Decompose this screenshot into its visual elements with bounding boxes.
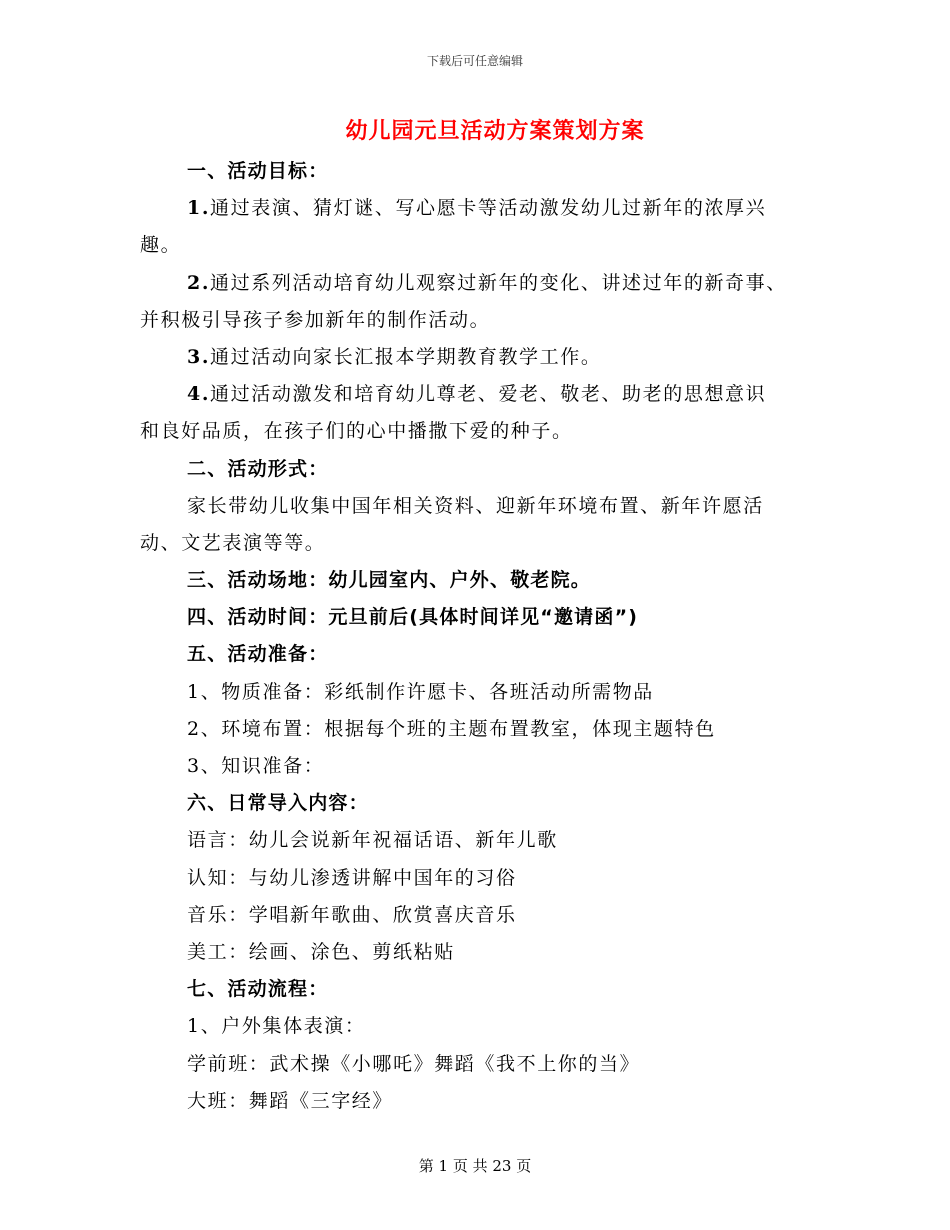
- section-heading-goals: 一、活动目标：: [187, 160, 329, 182]
- section-heading-venue: 三、活动场地：幼儿园室内、户外、敬老院。: [187, 569, 592, 592]
- goal-text: 通过活动激发和培育幼儿尊老、爱老、敬老、助老的思想意识: [210, 383, 767, 406]
- prep-item-2: 2、环境布置：根据每个班的主题布置教室，体现主题特色: [187, 717, 716, 740]
- daily-item-art: 美工：绘画、涂色、剪纸粘贴: [187, 940, 455, 963]
- page-footer: 第 1 页 共 23 页: [418, 1157, 532, 1175]
- goal-item-1: [140, 190, 820, 227]
- section-heading-prep: 五、活动准备：: [187, 643, 329, 666]
- goal-number: 3.: [187, 345, 211, 368]
- goal-item-2: [140, 265, 820, 302]
- section-heading-daily: 六、日常导入内容：: [187, 792, 369, 815]
- goal-number: 2.: [187, 271, 211, 294]
- goal-number: 4.: [187, 383, 211, 406]
- daily-item-language: 语言：幼儿会说新年祝福话语、新年儿歌: [187, 829, 558, 852]
- form-paragraph: 家长带幼儿收集中国年相关资料、迎新年环境布置、新年许愿活: [187, 494, 764, 517]
- goal-item-3: [140, 339, 820, 376]
- goal-item-4-continued: 和良好品质，在孩子们的心中播撒下爱的种子。: [140, 420, 573, 443]
- prep-item-3: 3、知识准备：: [187, 755, 325, 777]
- flow-item-senior-class: 大班：舞蹈《三字经》: [187, 1089, 394, 1112]
- section-heading-time: 四、活动时间：元旦前后(具体时间详见“邀请函”): [187, 606, 639, 629]
- goal-text: 通过活动向家长汇报本学期教育教学工作。: [210, 345, 602, 368]
- goal-item-2-continued: 并积极引导孩子参加新年的制作活动。: [140, 308, 491, 331]
- form-paragraph-continued: 动、文艺表演等等。: [140, 531, 326, 554]
- goal-number: 1.: [187, 197, 211, 220]
- header-note: 下载后可任意编辑: [426, 54, 523, 68]
- flow-item-1: 1、户外集体表演：: [187, 1015, 366, 1038]
- goal-item-4: [140, 376, 820, 413]
- goal-item-1-continued: 趣。: [140, 234, 182, 257]
- goal-text: 通过系列活动培育幼儿观察过新年的变化、讲述过年的新奇事、: [210, 271, 787, 294]
- section-heading-flow: 七、活动流程：: [187, 978, 329, 1001]
- section-heading-form: 二、活动形式：: [187, 457, 329, 480]
- document-body: [140, 153, 820, 1120]
- daily-item-cognition: 认知：与幼儿渗透讲解中国年的习俗: [187, 866, 517, 889]
- daily-item-music: 音乐：学唱新年歌曲、欣赏喜庆音乐: [187, 903, 517, 926]
- flow-item-preschool: 学前班：武术操《小哪吒》舞蹈《我不上你的当》: [187, 1052, 641, 1075]
- document-title: 幼儿园元旦活动方案策划方案: [345, 119, 645, 144]
- prep-item-1: 1、物质准备：彩纸制作许愿卡、各班活动所需物品: [187, 680, 654, 703]
- goal-text: 通过表演、猜灯谜、写心愿卡等活动激发幼儿过新年的浓厚兴: [210, 197, 767, 220]
